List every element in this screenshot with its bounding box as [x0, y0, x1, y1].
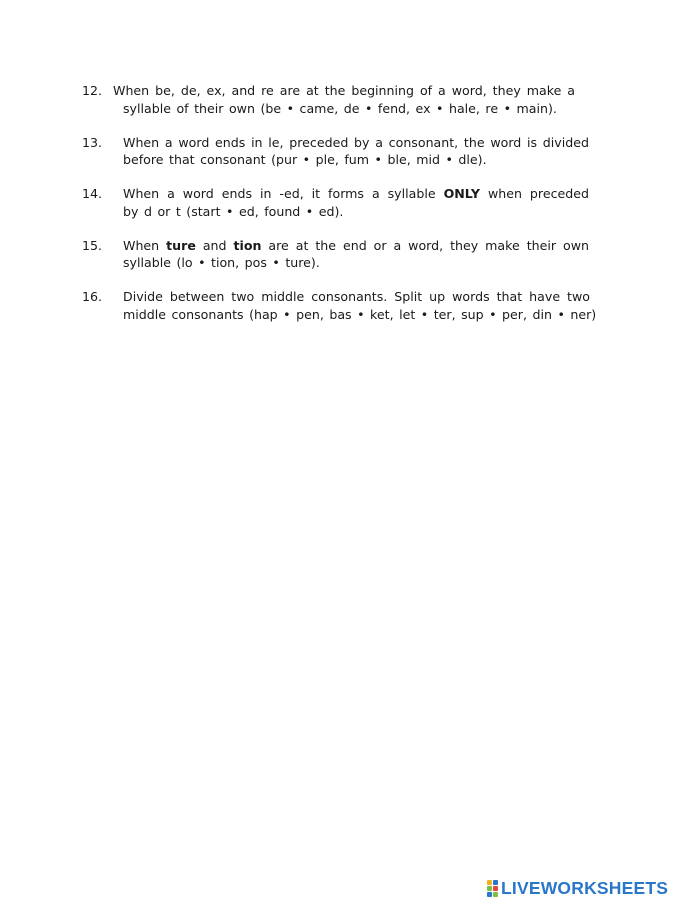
rule-15 [82, 237, 642, 272]
rule-text-line [82, 185, 589, 203]
rule-16 [82, 288, 642, 323]
rule-text-line: Divide between two middle consonants. Split up words that have two [123, 289, 590, 304]
emphasis-ture: ture [166, 237, 196, 253]
rule-text-line: When be, de, ex, and re are at the beginning of a word, they make a [113, 83, 575, 98]
rule-number: 12. [82, 83, 103, 98]
logo-block [493, 886, 498, 891]
liveworksheets-logo [487, 878, 668, 899]
rule-text-segment: and [195, 237, 234, 253]
rule-number: 13. [82, 134, 103, 150]
rule-text-segment: When [123, 237, 167, 253]
rule-text-line: by d or t (start • ed, found • ed). [123, 203, 344, 219]
emphasis-tion: tion [233, 237, 262, 253]
rule-number: 14. [82, 186, 103, 201]
rule-number: 16. [82, 289, 103, 304]
logo-text: LIVEWORKSHEETS [501, 878, 669, 898]
emphasis-only: ONLY [443, 186, 480, 201]
rule-text-line [82, 237, 589, 255]
rule-text-line: syllable (lo • tion, pos • ture). [123, 255, 320, 270]
rule-text-segment: When a word ends in -ed, it forms a syllable [123, 186, 444, 201]
rule-14 [82, 185, 642, 220]
logo-block [487, 886, 492, 891]
rule-text-line: before that consonant (pur • ple, fum • ble, mid • dle). [123, 152, 487, 167]
logo-block [493, 892, 498, 897]
logo-mark-icon [487, 880, 498, 897]
rule-text-segment: when preceded [480, 186, 589, 201]
logo-block [487, 880, 492, 885]
rule-text-line: When a word ends in le, preceded by a consonant, the word is divided [123, 134, 589, 150]
rule-13 [82, 134, 642, 169]
rule-text-segment: are at the end or a word, they make their own [261, 237, 589, 253]
rule-text-line: syllable of their own (be • came, de • fend, ex • hale, re • main). [123, 100, 557, 116]
rule-text-line: middle consonants (hap • pen, bas • ket, let • ter, sup • per, din • ner) [123, 306, 597, 322]
rule-number: 15. [82, 237, 103, 253]
syllable-rules-list [82, 82, 642, 340]
logo-block [487, 892, 492, 897]
logo-block [493, 880, 498, 885]
rule-12 [82, 82, 642, 117]
